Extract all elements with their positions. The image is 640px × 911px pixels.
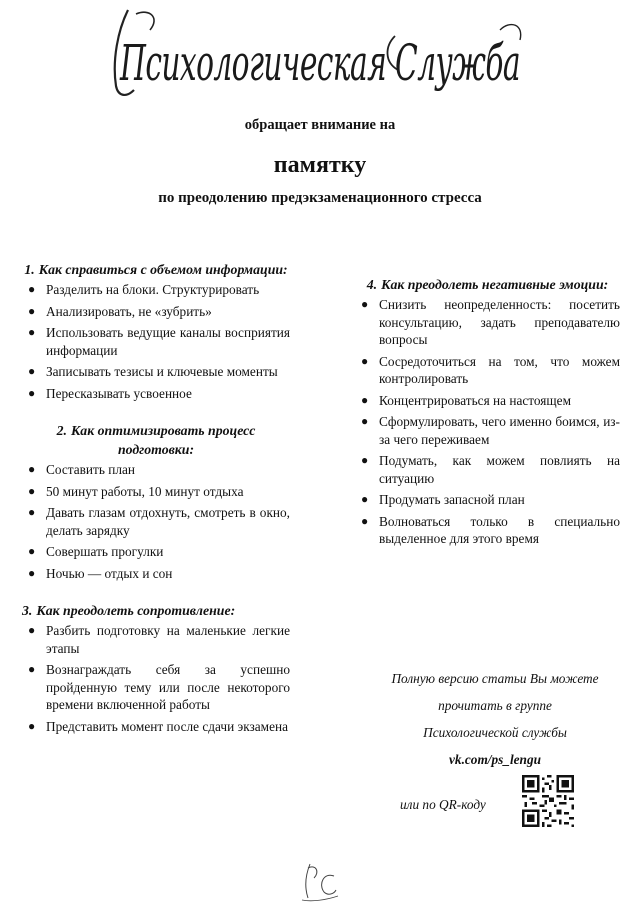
bullet-icon: ● (28, 662, 36, 676)
section-number: 2. (56, 423, 67, 438)
qr-label: или по QR-коду (400, 797, 486, 812)
bullet-icon: ● (28, 505, 36, 519)
list-item: ● 50 минут работы, 10 минут отдыха (28, 483, 244, 499)
bullet-icon: ● (28, 385, 36, 400)
section-number: 4. (366, 277, 378, 292)
list-item: ● Сосредоточиться на том, что можем контролировать (361, 353, 620, 386)
bullet-icon: ● (28, 718, 36, 733)
section-number: 3. (22, 603, 33, 618)
bullet-list (22, 281, 290, 402)
attention-line: обращает внимание на (244, 117, 396, 133)
section-emotions (355, 275, 620, 548)
promo-line: Полную версию статьи Вы можете (391, 671, 599, 686)
section-title: Как преодолеть негативные эмоции: (381, 277, 609, 292)
list-item: ● Подумать, как можем повлиять на ситуацию (361, 453, 620, 486)
bullet-icon: ● (28, 565, 36, 580)
bullet-icon: ● (28, 325, 36, 339)
page-subtitle: по преодолению предэкзаменационного стресса (158, 190, 482, 206)
psych-service-logo (0, 0, 640, 110)
list-item: ● Использовать ведущие каналы восприятия информации (28, 325, 290, 358)
bullet-icon: ● (28, 623, 36, 637)
ps-monogram-logo (296, 860, 344, 904)
list-item: ● Разделить на блоки. Структурировать (28, 282, 260, 297)
list-item: ● Составить план (28, 462, 135, 477)
qr-row (400, 775, 600, 835)
list-item: ● Продумать запасной план (361, 492, 525, 507)
bullet-icon: ● (28, 462, 36, 476)
bullet-icon: ● (28, 364, 36, 378)
list-item: ● Волноваться только в специально выделенное для этого время (361, 513, 620, 546)
bullet-icon: ● (361, 392, 369, 407)
bullet-icon: ● (361, 297, 369, 311)
vk-group-link[interactable]: vk.com/ps_lengu (449, 752, 541, 767)
page-title: памятку (273, 152, 367, 178)
section-heading (22, 260, 290, 279)
logo-wordmark: Психологическая Служба (119, 34, 520, 92)
section-title: Как оптимизировать процесс подготовки: (70, 423, 256, 457)
bullet-icon: ● (28, 544, 36, 558)
right-column (355, 275, 620, 567)
section-volume (22, 260, 290, 402)
bullet-icon: ● (361, 492, 369, 506)
section-title: Как справиться с объемом информации: (38, 262, 288, 277)
list-item: ● Сформулировать, чего именно боимся, из-за чего переживаем (361, 414, 620, 447)
list-item: ● Вознаграждать себя за успешно пройденную тему или после некоторого времени включенной работы (28, 662, 290, 712)
section-title: Как преодолеть сопротивление: (36, 603, 236, 618)
list-item: ● Ночью — отдых и сон (28, 565, 173, 581)
bullet-icon: ● (361, 353, 369, 368)
bullet-icon: ● (28, 282, 36, 296)
list-item: ● Давать глазам отдохнуть, смотреть в окно, делать зарядку (28, 505, 290, 538)
section-optimize (22, 421, 290, 582)
bullet-icon: ● (28, 303, 36, 318)
list-item: ● Разбить подготовку на маленькие легкие этапы (28, 623, 290, 656)
section-resistance (22, 601, 290, 735)
list-item: ● Концентрироваться на настоящем (361, 392, 571, 408)
bullet-icon: ● (361, 453, 369, 467)
promo-block (370, 665, 620, 773)
list-item: ● Совершать прогулки (28, 544, 164, 559)
bullet-list (355, 296, 620, 548)
qr-code-icon[interactable] (522, 775, 574, 827)
list-item: ● Записывать тезисы и ключевые моменты (28, 364, 278, 379)
list-item: ● Анализировать, не «зубрить» (28, 303, 212, 319)
list-item: ● Представить момент после сдачи экзамена (28, 718, 288, 734)
bullet-icon: ● (361, 414, 369, 428)
bullet-icon: ● (361, 513, 369, 528)
section-heading (22, 601, 290, 620)
bullet-icon: ● (28, 483, 36, 498)
section-number: 1. (24, 262, 35, 277)
promo-line: прочитать в группе (438, 698, 552, 713)
left-column (22, 260, 290, 754)
list-item: ● Снизить неопределенность: посетить консультацию, задать преподавателю вопросы (361, 297, 620, 347)
list-item: ● Пересказывать усвоенное (28, 385, 192, 401)
promo-line: Психологической службы (423, 725, 567, 740)
section-heading (22, 421, 290, 459)
bullet-list (22, 461, 290, 582)
section-heading (355, 275, 620, 294)
bullet-list (22, 622, 290, 735)
